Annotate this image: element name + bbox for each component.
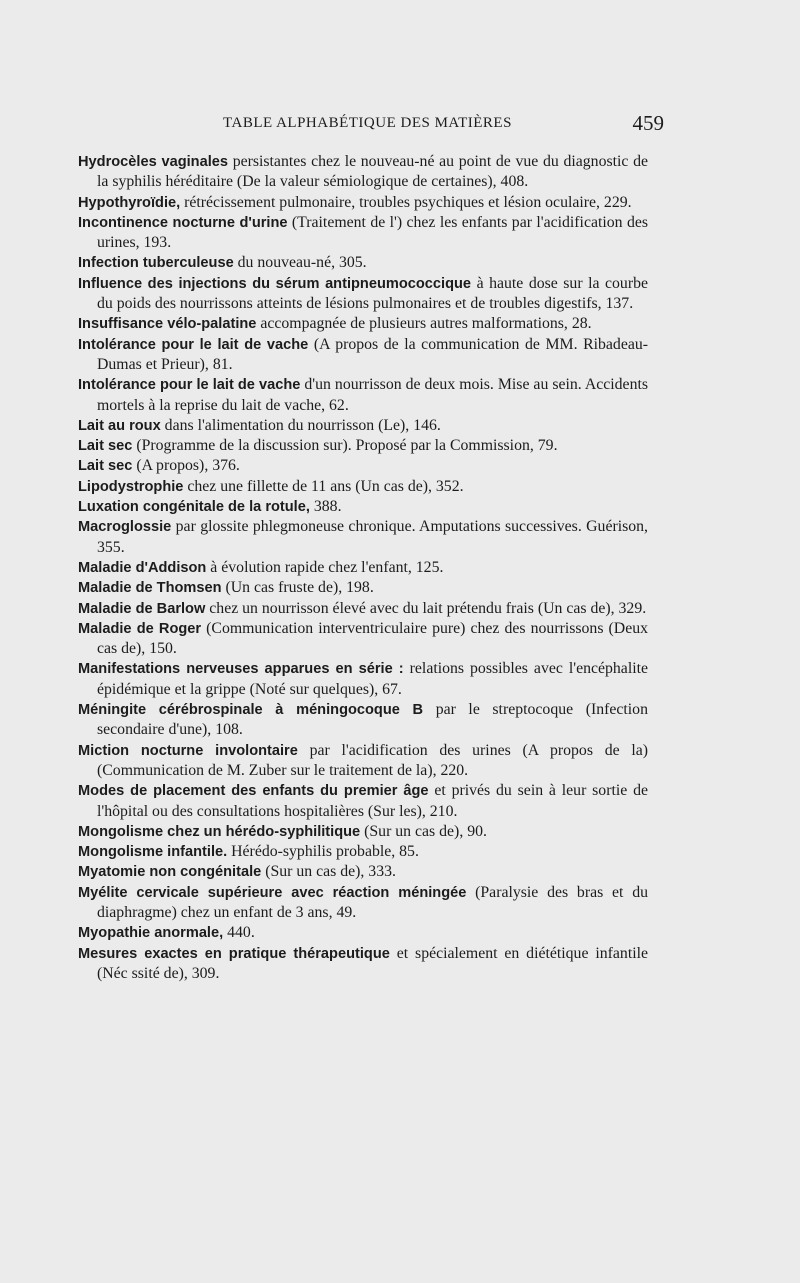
entry-term: Intolérance pour le lait de vache (78, 377, 301, 394)
entry-term: Hypothyroïdie, (78, 194, 181, 211)
entry-term: Insuffisance vélo-palatine (78, 316, 257, 333)
entry-term: Modes de placement des enfants du premier âge (78, 783, 429, 800)
index-entry (78, 558, 648, 578)
index-entry (78, 619, 648, 660)
entry-term: Mongolisme chez un hérédo-syphilitique (78, 823, 361, 840)
index-entry (78, 741, 648, 782)
entry-term: Myélite cervicale supérieure avec réaction méningée (78, 884, 467, 901)
entry-text: (Traitement de l') chez les enfants par l'acidification des urines, 193. (97, 213, 648, 252)
entry-term: Méningite cérébrospinale à méningocoque B (78, 702, 424, 719)
entry-text: et privés du sein à leur sortie de l'hôpital ou des consultations hospitalières (Sur les), 210. (97, 782, 648, 820)
index-entry (78, 375, 648, 416)
index-entry (78, 923, 648, 943)
entry-term: Maladie de Roger (78, 620, 202, 637)
index-entry (78, 659, 648, 700)
index-entries (78, 152, 648, 984)
entry-text: (Sur un cas de), 90. (364, 822, 487, 840)
entry-term: Manifestations nerveuses apparues en série : (78, 661, 404, 678)
entry-term: Macroglossie (78, 519, 172, 536)
entry-term: Mesures exactes en pratique thérapeutique (78, 945, 390, 962)
index-entry (78, 822, 648, 842)
entry-term: Luxation congénitale de la rotule, (78, 499, 310, 516)
entry-term: Influence des injections du sérum antipneumococcique (78, 275, 472, 292)
index-entry (78, 781, 648, 822)
index-entry (78, 599, 648, 619)
index-entry (78, 700, 648, 741)
entry-term: Lait au roux (78, 417, 161, 434)
index-entry (78, 314, 648, 334)
entry-term: Myopathie anormale, (78, 925, 224, 942)
index-entry (78, 253, 648, 273)
entry-text: 388. (313, 498, 342, 516)
index-entry (78, 944, 648, 985)
running-title: TABLE ALPHABÉTIQUE DES MATIÈRES (223, 115, 512, 131)
entry-text: dans l'alimentation du nourrisson (Le), 146. (164, 416, 441, 434)
entry-term: Infection tuberculeuse (78, 255, 234, 272)
entry-text: à évolution rapide chez l'enfant, 125. (210, 558, 444, 576)
index-entry (78, 335, 648, 376)
entry-term: Hydrocèles vaginales (78, 154, 228, 170)
index-entry (78, 497, 648, 517)
index-entry (78, 883, 648, 924)
index-entry (78, 578, 648, 598)
entry-term: Intolérance pour le lait de vache (78, 336, 309, 353)
entry-text: et spécialement en diététique infantile (Néc ssité de), 309. (97, 944, 648, 982)
entry-text: par le streptocoque (Infection secondaire d'une), 108. (97, 701, 648, 739)
entry-text: (Sur un cas de), 333. (265, 863, 396, 881)
entry-text: (Programme de la discussion sur). Proposé par la Commission, 79. (136, 437, 558, 455)
entry-term: Mongolisme infantile. (78, 844, 228, 861)
entry-term: Maladie d'Addison (78, 559, 207, 576)
running-head (75, 111, 664, 145)
entry-term: Maladie de Thomsen (78, 580, 222, 597)
entry-text: (A propos de la communication de MM. Ribadeau-Dumas et Prieur), 81. (97, 335, 648, 373)
entry-term: Maladie de Barlow (78, 600, 206, 617)
entry-term: Miction nocturne involontaire (78, 742, 298, 759)
entry-text: d'un nourrisson de deux mois. Mise au sein. Accidents mortels à la reprise du lait de vache, 62. (97, 376, 649, 414)
entry-text: 440. (227, 924, 255, 942)
entry-term: Lipodystrophie (78, 478, 184, 495)
entry-text: du nouveau-né, 305. (237, 254, 367, 272)
entry-term: Incontinence nocturne d'urine (78, 214, 288, 231)
index-entry (78, 862, 648, 882)
entry-text: (Un cas fruste de), 198. (225, 579, 374, 597)
index-entry (78, 842, 648, 862)
entry-text: chez une fillette de 11 ans (Un cas de), 352. (187, 477, 464, 495)
entry-text: à haute dose sur la courbe du poids des nourrissons atteints de lésions pulmonaires et de troubles digestifs, 137. (97, 274, 649, 313)
page-number: 459 (632, 111, 664, 135)
entry-text: (Communication interventriculaire pure) chez des nourrissons (Deux cas de), 150. (97, 619, 649, 658)
index-entry (78, 213, 648, 254)
index-entry (78, 274, 648, 315)
index-entry (78, 193, 648, 213)
entry-text: par glossite phlegmoneuse chronique. Amputations successives. Guérison, 355. (97, 518, 649, 556)
entry-term: Myatomie non congénitale (78, 864, 262, 881)
entry-text: Hérédo-syphilis probable, 85. (231, 843, 419, 861)
entry-term: Lait sec (78, 458, 133, 475)
index-entry (78, 152, 648, 193)
index-entry (78, 416, 648, 436)
entry-text: persistantes chez le nouveau-né au point de vue du diagnostic de la syphilis héréditaire (De la valeur sémiologique de certaines), 408. (97, 153, 648, 191)
index-entry (78, 477, 648, 497)
entry-term: Lait sec (78, 438, 133, 455)
entry-text: rétrécissement pulmonaire, troubles psychiques et lésion oculaire, 229. (184, 193, 632, 211)
entry-text: chez un nourrisson élevé avec du lait prétendu frais (Un cas de), 329. (209, 599, 647, 617)
entry-text: relations possibles avec l'encéphalite épidémique et la grippe (Noté sur quelques), 67. (97, 660, 649, 698)
entry-text: (A propos), 376. (136, 457, 240, 475)
entry-text: par l'acidification des urines (A propos de la) (Communication de M. Zuber sur le traitement de la), 220. (97, 741, 648, 779)
entry-text: (Paralysie des bras et du diaphragme) chez un enfant de 3 ans, 49. (97, 883, 648, 921)
index-entry (78, 436, 648, 456)
index-entry (78, 517, 648, 558)
index-entry (78, 456, 648, 476)
entry-text: accompagnée de plusieurs autres malformations, 28. (260, 315, 592, 333)
